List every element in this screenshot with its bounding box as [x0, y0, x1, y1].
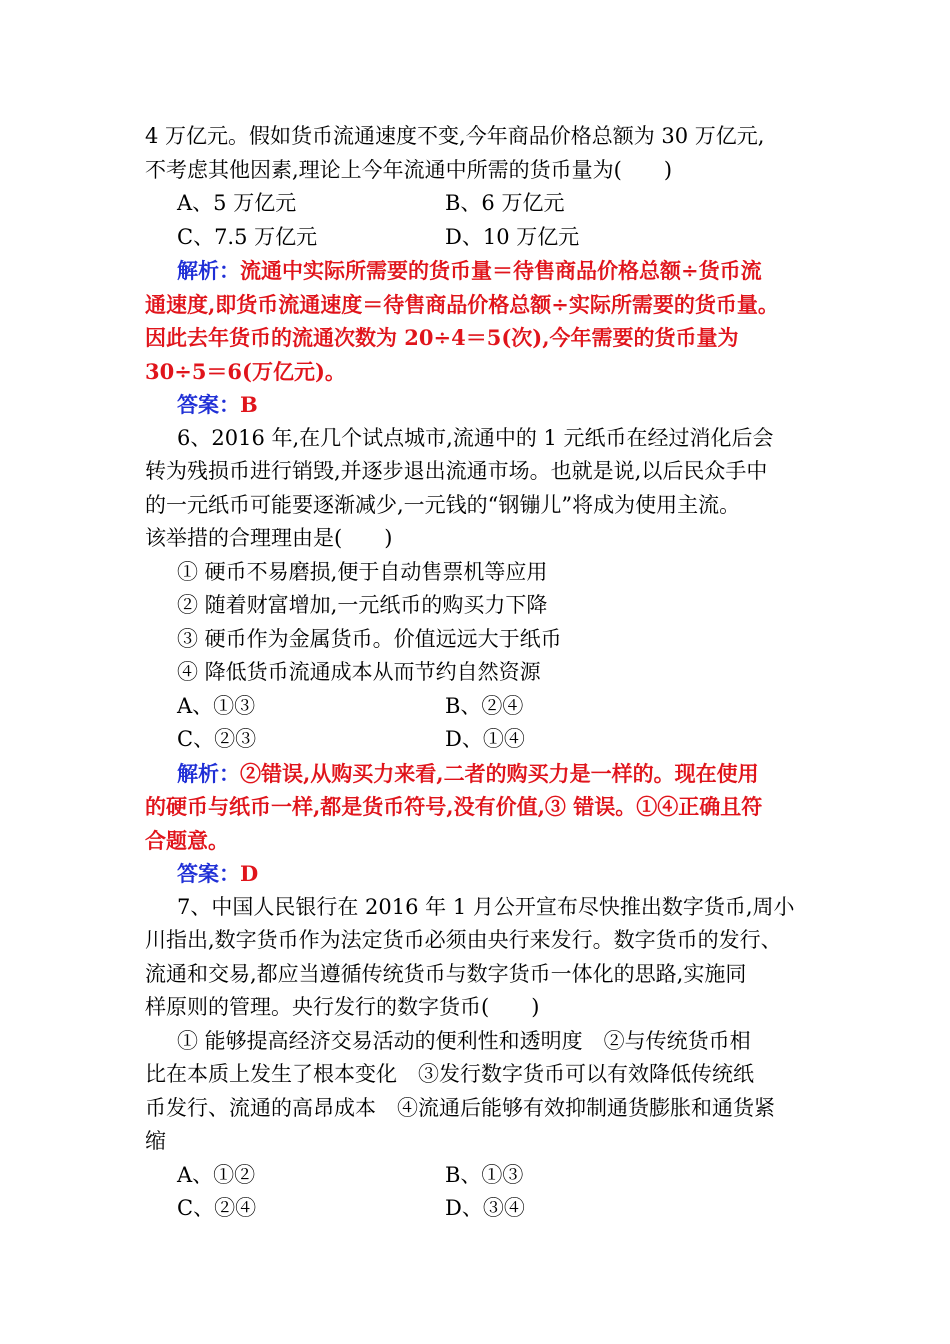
- question-7-options-row-1: [145, 1159, 825, 1193]
- question-5-analysis-line-3: 因此去年货币的流通次数为 20÷4＝5(次),今年需要的货币量为: [145, 325, 739, 350]
- question-7-line-1: 7、中国人民银行在 2016 年 1 月公开宣布尽快推出数字货币,周小: [177, 894, 795, 919]
- option-a: A、5 万亿元: [177, 191, 297, 215]
- option-c: C、7.5 万亿元: [177, 224, 318, 249]
- question-7-statements-line-1: ① 能够提高经济交易活动的便利性和透明度 ②与传统货币相: [177, 1028, 751, 1053]
- question-7-line-2: 川指出,数字货币作为法定货币必须由央行来发行。数字货币的发行、: [145, 928, 782, 952]
- answer-label: 答案：: [177, 392, 240, 417]
- question-7-statements-line-2: 比在本质上发生了根本变化 ③发行数字货币可以有效降低传统纸: [145, 1062, 754, 1086]
- question-6-statement-4: ④ 降低货币流通成本从而节约自然资源: [177, 660, 541, 684]
- question-6-answer: [145, 857, 825, 891]
- option-b: B、②④: [445, 693, 524, 718]
- question-6-options-row-2: [145, 723, 825, 757]
- question-6-statement-1: ① 硬币不易磨损,便于自动售票机等应用: [177, 559, 548, 584]
- option-c: C、②③: [177, 727, 257, 751]
- question-6-analysis-line-3: 合题意。: [145, 827, 229, 853]
- analysis-label: 解析：: [177, 258, 240, 283]
- option-c: C、②④: [177, 1196, 257, 1220]
- document-page: [145, 120, 825, 1226]
- option-d: D、10 万亿元: [445, 224, 580, 249]
- option-d: D、③④: [445, 1196, 525, 1220]
- question-6-analysis-line-1: [145, 757, 825, 791]
- answer-value: D: [240, 861, 259, 886]
- question-6-line-4: 该举措的合理理由是( ): [145, 526, 393, 550]
- question-5-answer: [145, 388, 825, 422]
- question-7-options-row-2: [145, 1192, 825, 1226]
- question-5-options-row-2: [145, 221, 825, 255]
- question-7-line-3: 流通和交易,都应当遵循传统货币与数字货币一体化的思路,实施同: [145, 961, 747, 986]
- question-5-options-row-1: [145, 187, 825, 221]
- analysis-label: 解析：: [177, 760, 240, 786]
- question-7-statements-line-4: 缩: [145, 1129, 166, 1153]
- question-7-line-4: 样原则的管理。央行发行的数字货币( ): [145, 995, 540, 1019]
- option-d: D、①④: [445, 727, 525, 751]
- analysis-text: 流通中实际所需要的货币量＝待售商品价格总额÷货币流: [240, 258, 762, 283]
- question-6-line-1: 6、2016 年,在几个试点城市,流通中的 1 元纸币在经过消化后会: [177, 425, 774, 450]
- question-5-analysis-line-2: 通速度,即货币流通速度＝待售商品价格总额÷实际所需要的货币量。: [145, 291, 779, 317]
- question-6-statement-3: ③ 硬币作为金属货币。价值远远大于纸币: [177, 626, 562, 651]
- answer-value: B: [240, 392, 258, 417]
- question-5-line-2: 不考虑其他因素,理论上今年流通中所需的货币量为( ): [145, 157, 673, 182]
- option-a: A、①②: [177, 1162, 256, 1187]
- answer-label: 答案：: [177, 861, 240, 886]
- question-6-line-3: 的一元纸币可能要逐渐减少,一元钱的“钢镚儿”将成为使用主流。: [145, 492, 741, 517]
- question-5-analysis-line-1: [145, 254, 825, 288]
- option-b: B、①③: [445, 1162, 524, 1187]
- analysis-text: ②错误,从购买力来看,二者的购买力是一样的。现在使用: [240, 760, 759, 786]
- question-6-statement-2: ② 随着财富增加,一元纸币的购买力下降: [177, 593, 548, 617]
- question-5-analysis-line-4: 30÷5＝6(万亿元)。: [145, 358, 346, 384]
- question-6-analysis-line-2: 的硬币与纸币一样,都是货币符号,没有价值,③ 错误。①④正确且符: [145, 794, 763, 819]
- option-b: B、6 万亿元: [445, 191, 565, 215]
- question-6-line-2: 转为残损币进行销毁,并逐步退出流通市场。也就是说,以后民众手中: [145, 459, 768, 483]
- question-7-statements-line-3: 币发行、流通的高昂成本 ④流通后能够有效抑制通货膨胀和通货紧: [145, 1095, 775, 1120]
- question-5-line-1: 4 万亿元。假如货币流通速度不变,今年商品价格总额为 30 万亿元,: [145, 124, 765, 148]
- option-a: A、①③: [177, 693, 256, 718]
- question-6-options-row-1: [145, 690, 825, 724]
